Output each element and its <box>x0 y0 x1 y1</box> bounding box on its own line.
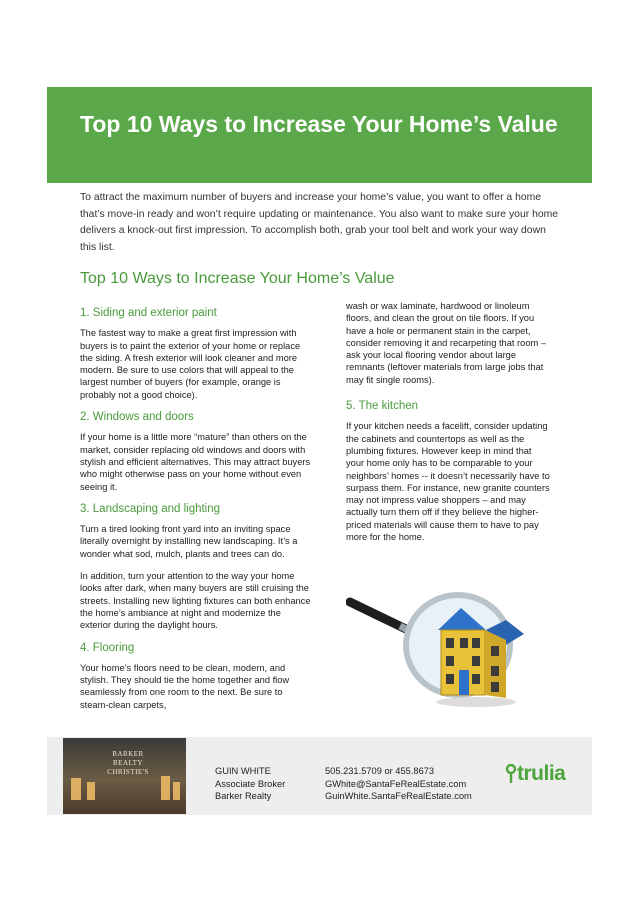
phone-number: 505.231.5709 or 455.8673 <box>325 766 435 776</box>
section-text-windows: If your home is a little more “mature” than others on the market, consider replacing old windows and doors with stylish and efficient alternatives. This may attract buyers who might otherwise pass on your home without even seeing it. <box>80 432 311 492</box>
trulia-pin-icon <box>505 764 517 784</box>
section-text-landscaping-1: Turn a tired looking front yard into an inviting space literally overnight by installing new landscaping. It’s a wonder what sod, mulch, plants and trees can do. <box>80 524 298 559</box>
agent-name: GUIN WHITE <box>215 766 271 776</box>
section-text-landscaping-2: In addition, turn your attention to the way your home looks after dark, when many buyers are still cruising the streets. Installing new lighting fixtures can both enhance the home’s ambiance at night and modernize the exterior during the daylight hours. <box>80 571 311 631</box>
agent-company: Barker Realty <box>215 791 272 801</box>
footer <box>47 737 592 815</box>
right-column <box>346 300 551 553</box>
section-title: Top 10 Ways to Increase Your Home’s Value <box>80 270 395 287</box>
section-text-siding: The fastest way to make a great first impression with buyers is to paint the exterior of your home or replace the siding. A fresh exterior will look cleaner and more modern. Be sure to use colors that will appeal to the largest number of buyers (for example, orange is probably not a good choice). <box>80 328 301 400</box>
intro-paragraph: To attract the maximum number of buyers and increase your home’s value, you want to offer a home that’s move-in ready and won’t require updating or maintenance. You also want to make sure your home delivers a knock-out first impression. To accomplish both, grab your tool belt and work your way down this list. <box>80 192 559 253</box>
section-text-flooring-continued: wash or wax laminate, hardwood or linoleum floors, and clean the grout on tile floors. If you have a hole or permanent stain in the carpet, consider removing it and recarpeting that room – ask your local flooring vendor about large remnants (leftover materials from large jobs that may fit single rooms). <box>346 301 546 385</box>
section-heading-flooring: 4. Flooring <box>80 641 135 654</box>
agent-info <box>215 765 285 803</box>
office-photo <box>63 738 186 814</box>
section-text-kitchen: If your kitchen needs a facelift, consider updating the cabinets and countertops as well as the plumbing fixtures. However keep in mind that your home only has to be comparable to your neighbors’ homes -- it doesn’t necessarily have to surpass them. For instance, new granite counters may not impress value shoppers – and may actually turn them off if they believe the higher-priced materials will cause them to have to pay more for the home. <box>346 421 550 543</box>
office-photo-brand: BARKER REALTY CHRISTIE'S <box>107 750 149 776</box>
trulia-logo-text: trulia <box>517 762 566 785</box>
title-banner <box>47 87 592 183</box>
left-column <box>80 307 312 721</box>
section-text-flooring: Your home’s floors need to be clean, modern, and stylish. They should tie the home together and flow seamlessly from one room to the next. Be sure to steam-clean carpets, <box>80 662 290 710</box>
magnifying-glass-house-icon <box>346 590 536 720</box>
website-link[interactable]: GuinWhite.SantaFeRealEstate.com <box>325 791 472 801</box>
agent-title: Associate Broker <box>215 778 286 789</box>
section-heading-windows: 2. Windows and doors <box>80 411 194 424</box>
page-title: Top 10 Ways to Increase Your Home’s Value <box>80 111 558 137</box>
trulia-logo <box>505 763 565 785</box>
section-heading-kitchen: 5. The kitchen <box>346 400 419 413</box>
section-heading-siding: 1. Siding and exterior paint <box>80 307 217 319</box>
email-link[interactable]: GWhite@SantaFeRealEstate.com <box>325 778 467 789</box>
contact-info <box>325 765 472 803</box>
section-heading-landscaping: 3. Landscaping and lighting <box>80 502 221 515</box>
